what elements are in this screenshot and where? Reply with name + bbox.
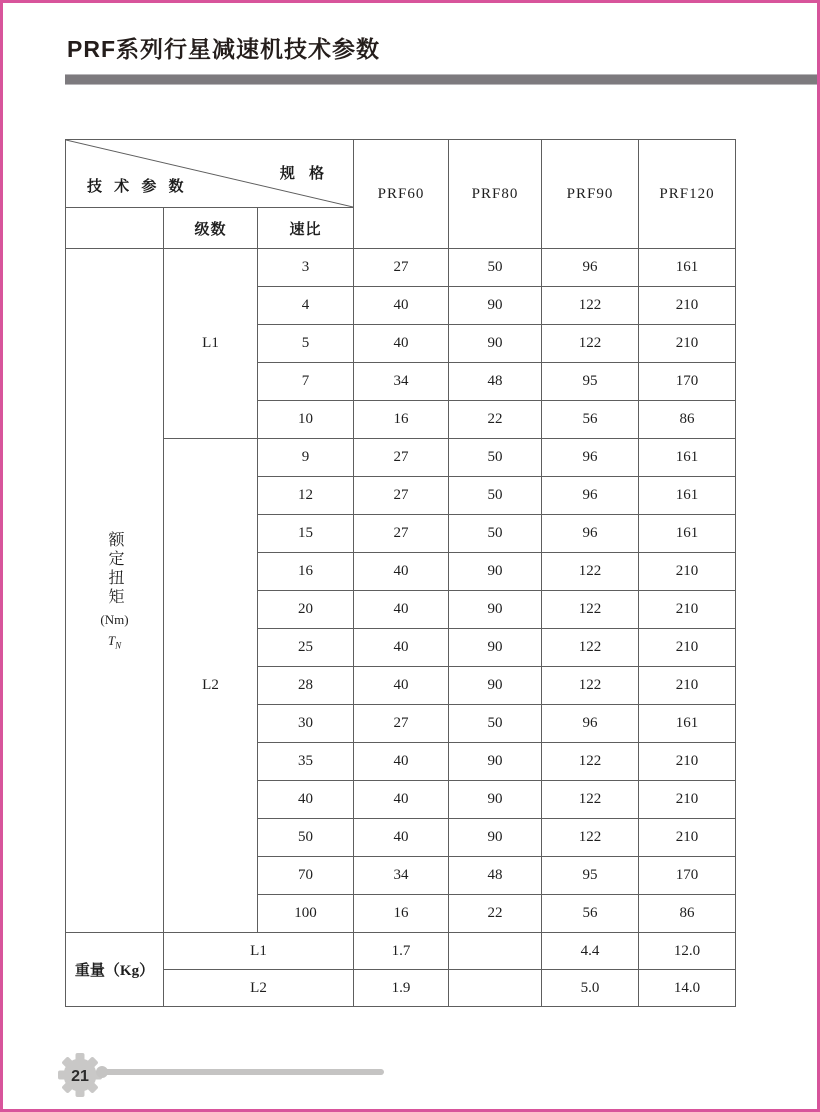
value-cell: 96 xyxy=(542,705,639,743)
value-cell: 96 xyxy=(542,515,639,553)
spec-table xyxy=(65,139,736,1007)
value-cell: 210 xyxy=(639,553,736,591)
value-cell: 122 xyxy=(542,553,639,591)
weight-row xyxy=(66,933,736,970)
value-cell: 34 xyxy=(354,857,449,895)
value-cell: 90 xyxy=(449,819,542,857)
ratio-cell: 3 xyxy=(258,249,354,287)
weight-value-cell: 14.0 xyxy=(639,970,736,1007)
value-cell: 170 xyxy=(639,857,736,895)
weight-value-cell: 1.7 xyxy=(354,933,449,970)
ratio-cell: 100 xyxy=(258,895,354,933)
value-cell: 90 xyxy=(449,325,542,363)
weight-stage-cell: L1 xyxy=(164,933,354,970)
table-row xyxy=(66,249,736,287)
value-cell: 210 xyxy=(639,629,736,667)
value-cell: 96 xyxy=(542,439,639,477)
header-row-1 xyxy=(66,140,736,208)
value-cell: 27 xyxy=(354,515,449,553)
ratio-header-cell: 速比 xyxy=(258,208,354,249)
value-cell: 161 xyxy=(639,705,736,743)
weight-value-cell: 1.9 xyxy=(354,970,449,1007)
value-cell: 56 xyxy=(542,895,639,933)
value-cell: 48 xyxy=(449,857,542,895)
weight-stage-cell: L2 xyxy=(164,970,354,1007)
value-cell: 90 xyxy=(449,781,542,819)
value-cell: 210 xyxy=(639,819,736,857)
value-cell: 90 xyxy=(449,287,542,325)
ratio-cell: 40 xyxy=(258,781,354,819)
value-cell: 40 xyxy=(354,667,449,705)
diagonal-corner-cell xyxy=(66,140,354,208)
weight-label-cell: 重量（Kg） xyxy=(66,933,164,1007)
ratio-cell: 50 xyxy=(258,819,354,857)
value-cell: 27 xyxy=(354,477,449,515)
ratio-cell: 7 xyxy=(258,363,354,401)
value-cell: 16 xyxy=(354,895,449,933)
value-cell: 40 xyxy=(354,629,449,667)
ratio-cell: 28 xyxy=(258,667,354,705)
value-cell: 40 xyxy=(354,743,449,781)
stage-cell-l2: L2 xyxy=(164,439,258,933)
value-cell: 122 xyxy=(542,287,639,325)
weight-value-cell: 5.0 xyxy=(542,970,639,1007)
value-cell: 50 xyxy=(449,515,542,553)
value-cell: 95 xyxy=(542,363,639,401)
weight-value-cell: 4.4 xyxy=(542,933,639,970)
value-cell: 90 xyxy=(449,743,542,781)
footer-decorative-line xyxy=(104,1069,384,1075)
weight-row xyxy=(66,970,736,1007)
ratio-cell: 16 xyxy=(258,553,354,591)
value-cell: 40 xyxy=(354,553,449,591)
ratio-cell: 9 xyxy=(258,439,354,477)
value-cell: 40 xyxy=(354,325,449,363)
value-cell: 170 xyxy=(639,363,736,401)
value-cell: 122 xyxy=(542,591,639,629)
value-cell: 122 xyxy=(542,667,639,705)
value-cell: 27 xyxy=(354,249,449,287)
value-cell: 161 xyxy=(639,477,736,515)
empty-header-cell xyxy=(66,208,164,249)
value-cell: 22 xyxy=(449,895,542,933)
stage-header-cell: 级数 xyxy=(164,208,258,249)
value-cell: 210 xyxy=(639,667,736,705)
value-cell: 40 xyxy=(354,781,449,819)
weight-value-cell xyxy=(449,970,542,1007)
value-cell: 210 xyxy=(639,287,736,325)
column-header-prf80: PRF80 xyxy=(449,140,542,249)
value-cell: 122 xyxy=(542,325,639,363)
value-cell: 16 xyxy=(354,401,449,439)
ratio-cell: 12 xyxy=(258,477,354,515)
ratio-cell: 20 xyxy=(258,591,354,629)
value-cell: 90 xyxy=(449,629,542,667)
value-cell: 56 xyxy=(542,401,639,439)
value-cell: 48 xyxy=(449,363,542,401)
value-cell: 161 xyxy=(639,249,736,287)
ratio-cell: 5 xyxy=(258,325,354,363)
ratio-cell: 70 xyxy=(258,857,354,895)
column-header-prf90: PRF90 xyxy=(542,140,639,249)
value-cell: 122 xyxy=(542,781,639,819)
corner-param-label: 技 术 参 数 xyxy=(87,178,188,195)
value-cell: 96 xyxy=(542,477,639,515)
torque-label-cell xyxy=(66,249,164,933)
stage-cell-l1: L1 xyxy=(164,249,258,439)
page-title: PRF系列行星减速机技术参数 xyxy=(67,36,380,62)
table-row xyxy=(66,439,736,477)
value-cell: 50 xyxy=(449,439,542,477)
title-underline-bar xyxy=(65,75,817,84)
value-cell: 122 xyxy=(542,629,639,667)
column-header-prf120: PRF120 xyxy=(639,140,736,249)
value-cell: 122 xyxy=(542,819,639,857)
page-number: 21 xyxy=(71,1068,89,1085)
torque-unit: (Nm) xyxy=(100,611,129,627)
ratio-cell: 15 xyxy=(258,515,354,553)
value-cell: 161 xyxy=(639,515,736,553)
weight-value-cell: 12.0 xyxy=(639,933,736,970)
value-cell: 40 xyxy=(354,591,449,629)
column-header-prf60: PRF60 xyxy=(354,140,449,249)
torque-name-vertical: 额定扭矩 xyxy=(106,530,123,607)
torque-label xyxy=(66,531,163,651)
value-cell: 96 xyxy=(542,249,639,287)
value-cell: 210 xyxy=(639,743,736,781)
value-cell: 86 xyxy=(639,895,736,933)
value-cell: 210 xyxy=(639,781,736,819)
table-body xyxy=(66,140,736,1007)
ratio-cell: 25 xyxy=(258,629,354,667)
value-cell: 90 xyxy=(449,667,542,705)
value-cell: 40 xyxy=(354,287,449,325)
ratio-cell: 35 xyxy=(258,743,354,781)
corner-spec-label: 规 格 xyxy=(279,165,330,182)
value-cell: 161 xyxy=(639,439,736,477)
value-cell: 90 xyxy=(449,591,542,629)
weight-value-cell xyxy=(449,933,542,970)
value-cell: 27 xyxy=(354,439,449,477)
value-cell: 86 xyxy=(639,401,736,439)
ratio-cell: 4 xyxy=(258,287,354,325)
value-cell: 34 xyxy=(354,363,449,401)
value-cell: 50 xyxy=(449,249,542,287)
ratio-cell: 30 xyxy=(258,705,354,743)
value-cell: 90 xyxy=(449,553,542,591)
value-cell: 22 xyxy=(449,401,542,439)
value-cell: 122 xyxy=(542,743,639,781)
value-cell: 50 xyxy=(449,705,542,743)
value-cell: 210 xyxy=(639,591,736,629)
torque-symbol: $T_N$ xyxy=(107,632,122,651)
value-cell: 50 xyxy=(449,477,542,515)
ratio-cell: 10 xyxy=(258,401,354,439)
value-cell: 27 xyxy=(354,705,449,743)
value-cell: 95 xyxy=(542,857,639,895)
value-cell: 40 xyxy=(354,819,449,857)
value-cell: 210 xyxy=(639,325,736,363)
